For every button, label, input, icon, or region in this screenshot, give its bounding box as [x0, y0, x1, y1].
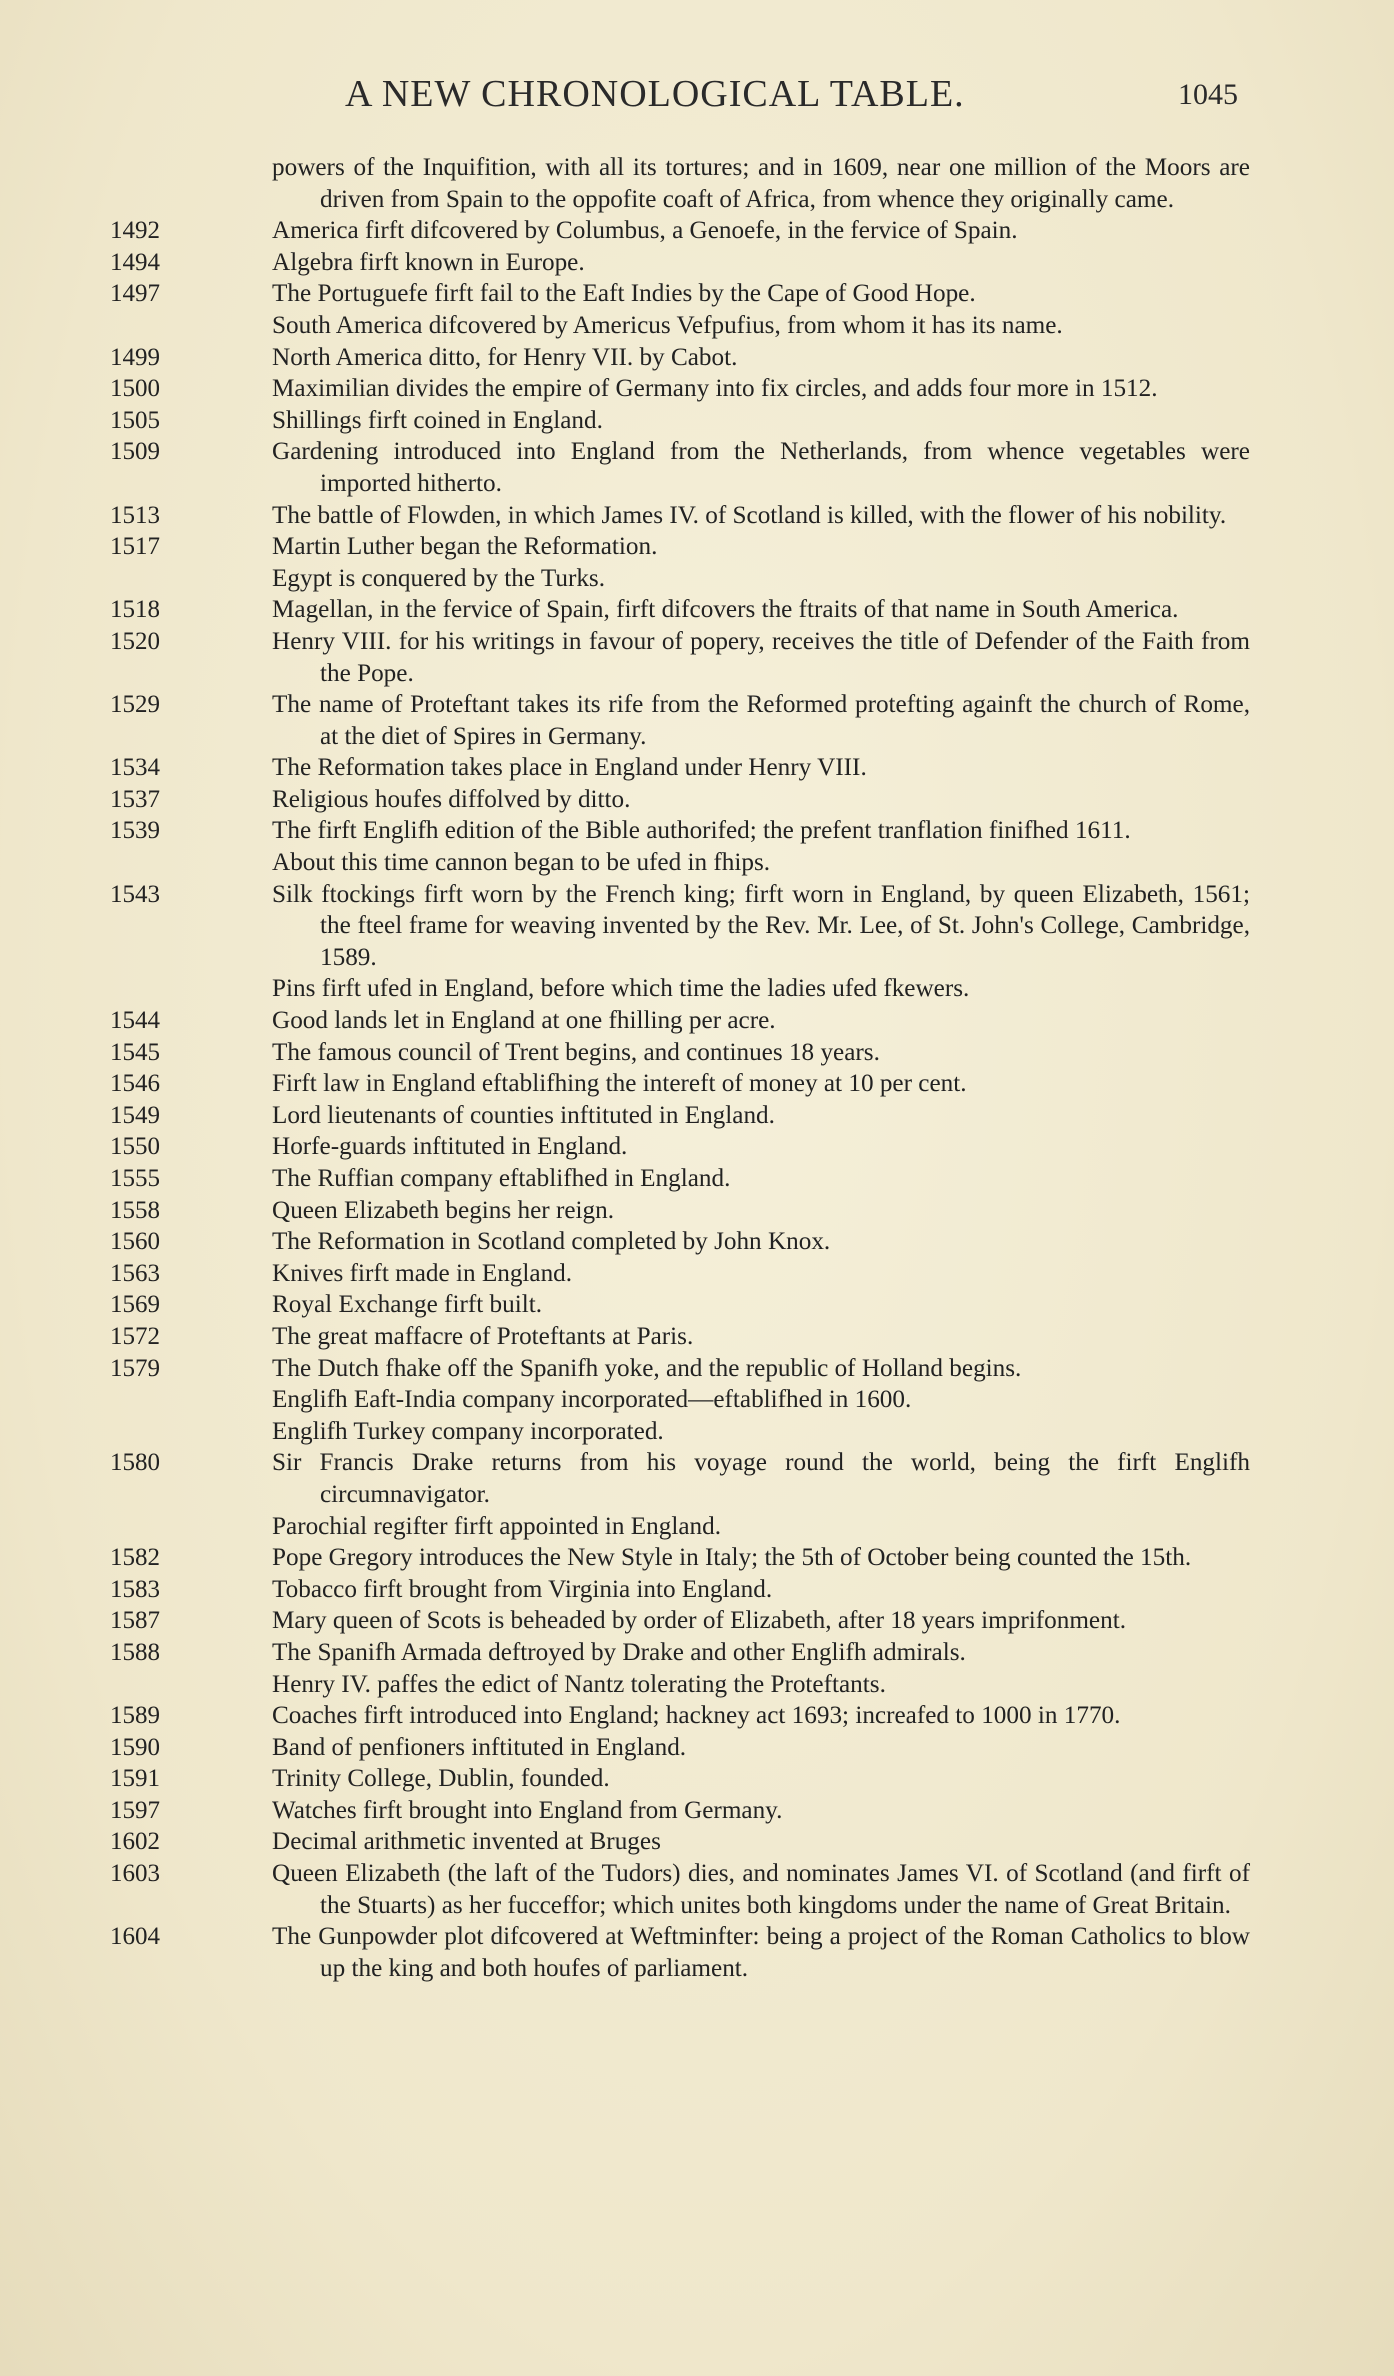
entry-year: 1534	[110, 754, 160, 782]
entry-text: Tobacco firft brought from Virginia into England.	[272, 1575, 773, 1603]
entry-text: Watches firft brought into England from Germany.	[272, 1796, 783, 1824]
entry-text: Knives firft made in England.	[272, 1259, 573, 1287]
entry-text: Coaches firft introduced into England; hackney act 1693; increafed to 1000 in 1770.	[272, 1702, 1121, 1730]
entry-year: 1558	[110, 1196, 160, 1224]
entry-text: The Reformation takes place in England under Henry VIII.	[272, 754, 867, 782]
chronology-entry	[110, 752, 1250, 784]
entry-text: Trinity College, Dublin, founded.	[272, 1765, 610, 1793]
chronology-entry	[110, 1416, 1250, 1448]
entry-text: Gardening introduced into England from the Netherlands, from whence vegetables were imported hitherto.	[272, 438, 1250, 497]
entry-year: 1549	[110, 1101, 160, 1129]
entry-year: 1591	[110, 1765, 160, 1793]
entry-year: 1518	[110, 596, 160, 624]
entry-text: Decimal arithmetic invented at Bruges	[272, 1828, 661, 1856]
entry-year: 1505	[110, 406, 160, 434]
chronology-entry	[110, 1542, 1250, 1574]
chronology-entry	[110, 1795, 1250, 1827]
entry-text: Silk ftockings firft worn by the French king; firft worn in England, by queen Elizabeth, 1561; the fteel frame for weaving invented by the Rev. Mr. Lee, of St. John's College, Cambridge, 1589.	[272, 880, 1250, 971]
entry-text: Parochial regifter firft appointed in England.	[272, 1512, 722, 1540]
entry-year: 1579	[110, 1354, 160, 1382]
entry-text: Magellan, in the fervice of Spain, firft difcovers the ftraits of that name in South America.	[272, 596, 1179, 624]
entry-year: 1513	[110, 501, 160, 529]
chronology-entry	[110, 247, 1250, 279]
entry-year: 1587	[110, 1607, 160, 1635]
chronology-entry	[110, 1195, 1250, 1227]
entry-year: 1602	[110, 1828, 160, 1856]
entry-year: 1603	[110, 1860, 160, 1888]
chronology-entry	[110, 1763, 1250, 1795]
chronology-entry	[110, 815, 1250, 847]
chronology-entry	[110, 310, 1250, 342]
chronology-entry	[110, 1289, 1250, 1321]
entry-text: North America ditto, for Henry VII. by Cabot.	[272, 343, 738, 371]
entry-text: The Spanifh Armada deftroyed by Drake and other Englifh admirals.	[272, 1638, 966, 1666]
entry-text: Henry IV. paffes the edict of Nantz tolerating the Proteftants.	[272, 1670, 886, 1698]
entry-text: Royal Exchange firft built.	[272, 1291, 542, 1319]
chronology-entry	[110, 1353, 1250, 1385]
chronology-entry	[110, 1258, 1250, 1290]
entry-year: 1500	[110, 375, 160, 403]
entry-text: The great maffacre of Proteftants at Paris.	[272, 1322, 694, 1350]
chronology-entry	[110, 847, 1250, 879]
chronology-entry	[110, 405, 1250, 437]
chronology-entry	[110, 1826, 1250, 1858]
chronology-entry	[110, 1131, 1250, 1163]
entry-text: The Reformation in Scotland completed by John Knox.	[272, 1228, 831, 1256]
entry-year: 1563	[110, 1259, 160, 1287]
entry-text: Firft law in England eftablifhing the intereft of money at 10 per cent.	[272, 1070, 967, 1098]
entry-year: 1539	[110, 817, 160, 845]
chronology-entry	[110, 1384, 1250, 1416]
entry-year: 1560	[110, 1228, 160, 1256]
chronology-entry	[110, 531, 1250, 563]
chronology-entry	[110, 342, 1250, 374]
entry-year: 1589	[110, 1702, 160, 1730]
entry-text: The battle of Flowden, in which James IV. of Scotland is killed, with the flower of his nobility.	[272, 501, 1227, 529]
entry-year: 1569	[110, 1291, 160, 1319]
entry-text: Maximilian divides the empire of Germany into fix circles, and adds four more in 1512.	[272, 375, 1158, 403]
page-number: 1045	[1178, 78, 1238, 111]
entry-text: Henry VIII. for his writings in favour of popery, receives the title of Defender of the Faith from the Pope.	[272, 627, 1250, 687]
chronology-entry	[110, 689, 1250, 752]
entry-text: Sir Francis Drake returns from his voyage round the world, being the firft Englifh circumnavigator.	[272, 1449, 1250, 1508]
entry-year: 1499	[110, 343, 160, 371]
entry-year: 1550	[110, 1133, 160, 1161]
chronology-entry	[110, 215, 1250, 247]
entry-year: 1494	[110, 248, 160, 276]
entry-text: The Portuguefe firft fail to the Eaft Indies by the Cape of Good Hope.	[272, 280, 976, 308]
entry-text: Religious houfes diffolved by ditto.	[272, 785, 631, 813]
chronology-entry	[110, 1005, 1250, 1037]
entry-year: 1497	[110, 280, 160, 308]
chronology-entry	[110, 1511, 1250, 1543]
chronology-entry	[110, 1669, 1250, 1701]
chronology-entry	[110, 1700, 1250, 1732]
entry-text: South America difcovered by Americus Vefpufius, from whom it has its name.	[272, 311, 1063, 339]
chronology-entry	[110, 879, 1250, 974]
entry-text: The firft Englifh edition of the Bible authorifed; the prefent tranflation finifhed 1611.	[272, 817, 1131, 845]
entry-year: 1582	[110, 1544, 160, 1572]
entry-text: Shillings firft coined in England.	[272, 406, 603, 434]
entry-text: Queen Elizabeth begins her reign.	[272, 1196, 614, 1224]
chronology-entry	[110, 373, 1250, 405]
chronology-entry	[110, 1732, 1250, 1764]
entry-year: 1590	[110, 1733, 160, 1761]
entry-text: Pins firft ufed in England, before which time the ladies ufed fkewers.	[272, 975, 970, 1003]
entry-year: 1492	[110, 217, 160, 245]
entry-text: America firft difcovered by Columbus, a Genoefe, in the fervice of Spain.	[272, 217, 1018, 245]
chronology-entry	[110, 152, 1250, 215]
chronology-entry	[110, 1163, 1250, 1195]
chronology-entry	[110, 1226, 1250, 1258]
entry-text: Englifh Turkey company incorporated.	[272, 1417, 664, 1445]
chronology-entry	[110, 1321, 1250, 1353]
entry-year: 1546	[110, 1070, 160, 1098]
entry-year: 1572	[110, 1322, 160, 1350]
page-header	[0, 72, 1394, 122]
entry-text: The Ruffian company eftablifhed in England.	[272, 1165, 731, 1192]
entry-year: 1517	[110, 533, 160, 561]
chronology-entry	[110, 594, 1250, 626]
entry-year: 1597	[110, 1796, 160, 1824]
entry-text: The Dutch fhake off the Spanifh yoke, and the republic of Holland begins.	[272, 1354, 1022, 1382]
entry-year: 1588	[110, 1638, 160, 1666]
entry-text: powers of the Inquifition, with all its tortures; and in 1609, near one million of the Moors are driven from Spain to the oppofite coaft of Africa, from whence they originally came.	[272, 154, 1250, 213]
entry-text: About this time cannon began to be ufed in fhips.	[272, 849, 771, 877]
entry-year: 1583	[110, 1575, 160, 1603]
chronology-entry	[110, 1637, 1250, 1669]
chronology-entry	[110, 1921, 1250, 1984]
entry-text: Mary queen of Scots is beheaded by order of Elizabeth, after 18 years imprifonment.	[272, 1607, 1126, 1635]
chronology-entry	[110, 1858, 1250, 1921]
chronology-entry	[110, 1574, 1250, 1606]
entry-text: Algebra firft known in Europe.	[272, 248, 585, 276]
chronology-entry	[110, 1068, 1250, 1100]
entry-year: 1543	[110, 880, 160, 908]
entry-text: Englifh Eaft-India company incorporated—eftablifhed in 1600.	[272, 1386, 912, 1414]
chronology-entry	[110, 500, 1250, 532]
chronology-entry	[110, 973, 1250, 1005]
entry-text: Queen Elizabeth (the laft of the Tudors) dies, and nominates James VI. of Scotland (and firft of the Stuarts) as her fucceffor; which unites both kingdoms under the name of Great Britain.	[272, 1860, 1250, 1919]
chronology-entry	[110, 436, 1250, 499]
entry-text: The Gunpowder plot difcovered at Weftminfter: being a project of the Roman Catholics to blow up the king and both houfes of parliament.	[272, 1923, 1250, 1982]
chronology-entries	[110, 152, 1250, 1984]
entry-text: Martin Luther began the Reformation.	[272, 533, 658, 561]
entry-year: 1545	[110, 1038, 160, 1066]
entry-text: Pope Gregory introduces the New Style in Italy; the 5th of October being counted the 15th.	[272, 1544, 1192, 1572]
entry-year: 1529	[110, 691, 160, 719]
chronology-entry	[110, 1447, 1250, 1510]
entry-text: Egypt is conquered by the Turks.	[272, 564, 606, 592]
chronology-entry	[110, 626, 1250, 689]
entry-year: 1509	[110, 438, 160, 466]
chronology-entry	[110, 1605, 1250, 1637]
entry-text: The name of Proteftant takes its rife from the Reformed protefting againft the church of Rome, at the diet of Spires in Germany.	[272, 691, 1250, 750]
entry-year: 1537	[110, 785, 160, 813]
entry-text: Horfe-guards inftituted in England.	[272, 1133, 628, 1161]
entry-text: Good lands let in England at one fhilling per acre.	[272, 1007, 776, 1035]
entry-year: 1555	[110, 1165, 160, 1192]
running-title: A NEW CHRONOLOGICAL TABLE.	[345, 73, 965, 115]
chronology-entry	[110, 1100, 1250, 1132]
entry-year: 1580	[110, 1449, 160, 1477]
entry-year: 1520	[110, 627, 160, 655]
entry-year: 1544	[110, 1007, 160, 1035]
entry-text: Lord lieutenants of counties inftituted in England.	[272, 1101, 775, 1129]
entry-text: Band of penfioners inftituted in England.	[272, 1733, 687, 1761]
chronology-entry	[110, 784, 1250, 816]
entry-text: The famous council of Trent begins, and continues 18 years.	[272, 1038, 880, 1066]
chronology-entry	[110, 563, 1250, 595]
chronology-entry	[110, 278, 1250, 310]
chronology-entry	[110, 1037, 1250, 1069]
entry-year: 1604	[110, 1923, 160, 1951]
